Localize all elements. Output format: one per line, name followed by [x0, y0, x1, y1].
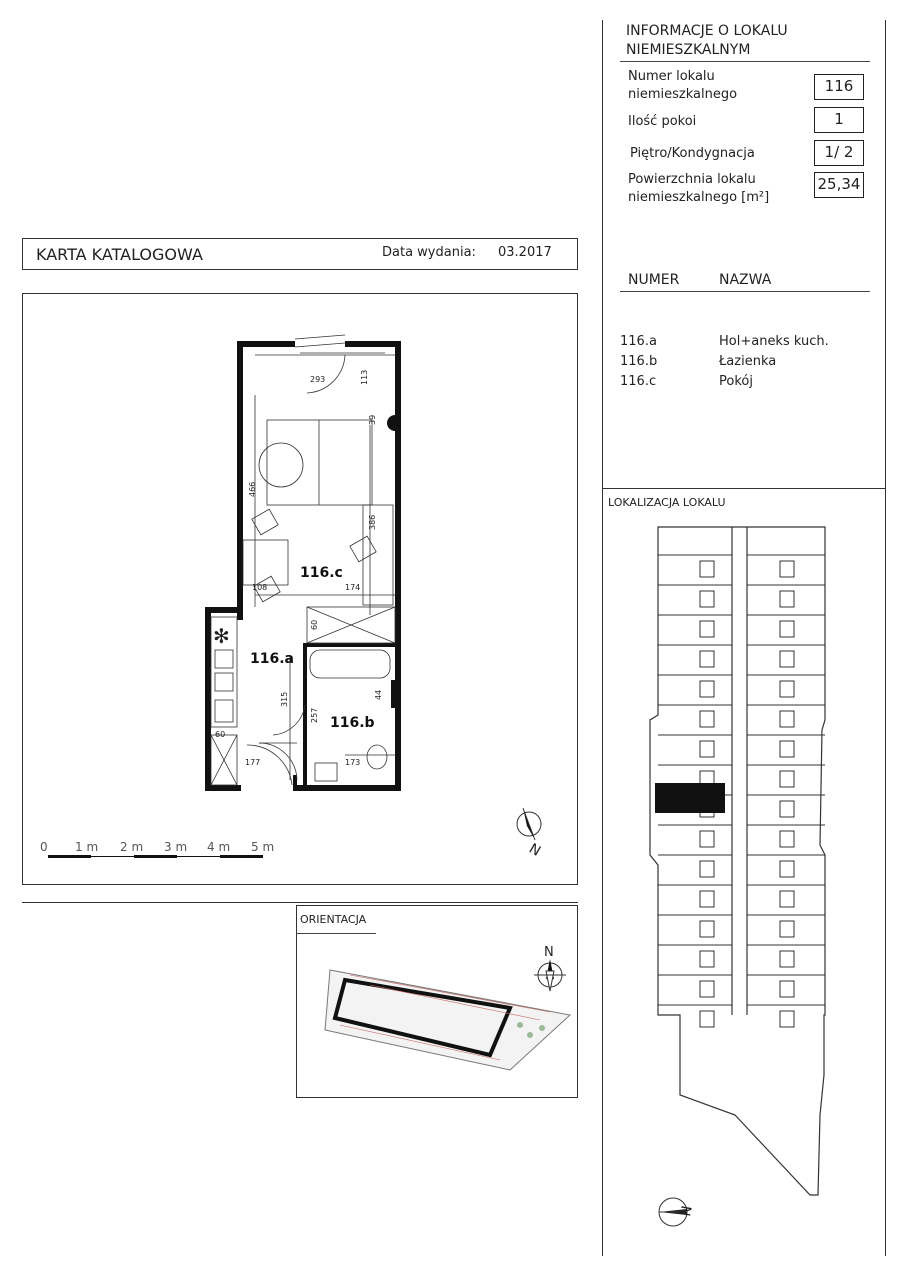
dim-315: 315 — [280, 691, 289, 707]
unit-bathroom — [780, 891, 794, 907]
plan-bottom-line — [22, 902, 578, 903]
room-row-nazwa: Pokój — [719, 374, 753, 389]
scale-label-4: 4 m — [207, 840, 231, 854]
room-row-numer: 116.b — [620, 354, 658, 369]
info-label-numer-2: niemieszkalnego — [628, 87, 738, 102]
info-label-powierzchnia-1: Powierzchnia lokalu — [628, 172, 756, 187]
rooms-col-nazwa: NAZWA — [719, 272, 772, 288]
info-label-pietro: Piętro/Kondygnacja — [630, 146, 755, 161]
scale-label-0: 0 — [40, 840, 48, 854]
scale-segment — [91, 856, 134, 857]
unit-bathroom — [780, 801, 794, 817]
dim-44: 44 — [374, 689, 383, 700]
orientation-title: ORIENTACJA — [300, 913, 367, 926]
header-date-label: Data wydania: — [382, 245, 476, 260]
dim-386: 386 — [368, 514, 377, 530]
dim-177: 177 — [245, 758, 261, 767]
dim-293: 293 — [310, 375, 326, 384]
info-value-pietro: 1/ 2 — [814, 140, 864, 166]
room-row-numer: 116.c — [620, 374, 657, 389]
location-compass-letter: N — [678, 1204, 696, 1218]
header-title: KARTA KATALOGOWA — [36, 245, 203, 264]
dim-173: 173 — [345, 758, 361, 767]
info-title-line2: NIEMIESZKALNYM — [626, 42, 751, 58]
rooms-col-numer: NUMER — [628, 272, 680, 288]
unit-bathroom — [780, 681, 794, 697]
unit-bathroom — [700, 711, 714, 727]
dim-174: 174 — [345, 583, 361, 592]
room-row-nazwa: Łazienka — [719, 354, 777, 369]
unit-bathroom — [700, 861, 714, 877]
fridge-icon: ✻ — [213, 624, 230, 648]
info-value-pokoje: 1 — [814, 107, 864, 133]
dim-257: 257 — [310, 707, 319, 723]
dim-113: 113 — [360, 369, 369, 385]
unit-bathroom — [780, 741, 794, 757]
unit-bathroom — [700, 741, 714, 757]
dim-60b: 60 — [215, 730, 226, 739]
scale-segment — [134, 855, 177, 858]
header-date-value: 03.2017 — [498, 245, 552, 260]
info-value-numer: 116 — [814, 74, 864, 100]
unit-bathroom — [700, 561, 714, 577]
building-location-plan — [640, 515, 840, 1235]
unit-bathroom — [780, 951, 794, 967]
room-row-numer: 116.a — [620, 334, 657, 349]
scale-label-2: 2 m — [120, 840, 144, 854]
unit-bathroom — [700, 921, 714, 937]
unit-bathroom — [780, 621, 794, 637]
dim-60a: 60 — [310, 619, 319, 630]
info-title-divider — [620, 61, 870, 62]
unit-bathroom — [780, 921, 794, 937]
dim-108: 108 — [252, 583, 268, 592]
unit-bathroom — [780, 831, 794, 847]
scale-label-5: 5 m — [251, 840, 275, 854]
unit-bathroom — [700, 951, 714, 967]
scale-label-3: 3 m — [164, 840, 188, 854]
unit-bathroom — [700, 681, 714, 697]
unit-bathroom — [780, 981, 794, 997]
orientation-site-plan — [310, 940, 575, 1090]
info-title-line1: INFORMACJE O LOKALU — [626, 23, 788, 39]
info-value-powierzchnia: 25,34 — [814, 172, 864, 198]
scale-segment — [48, 855, 91, 858]
unit-bathroom — [780, 1011, 794, 1027]
unit-bathroom — [780, 651, 794, 667]
unit-bathroom — [780, 711, 794, 727]
dim-466: 466 — [248, 481, 257, 497]
room-label-116a: 116.a — [250, 651, 294, 667]
rooms-header-divider — [620, 291, 870, 292]
plan-compass-icon — [505, 800, 555, 860]
location-divider — [602, 488, 885, 489]
scale-segment — [177, 856, 220, 857]
unit-bathroom — [700, 981, 714, 997]
unit-bathroom — [700, 651, 714, 667]
info-label-numer-1: Numer lokalu — [628, 69, 715, 84]
unit-bathroom — [700, 1011, 714, 1027]
unit-bathroom — [700, 621, 714, 637]
room-row-nazwa: Hol+aneks kuch. — [719, 334, 829, 349]
scale-label-1: 1 m — [75, 840, 99, 854]
orientation-compass-icon — [534, 959, 566, 991]
highlighted-unit — [655, 783, 725, 813]
scale-bar — [40, 840, 300, 860]
plan-compass-letter: N — [527, 838, 545, 858]
orientation-title-divider — [296, 933, 376, 934]
room-label-116b: 116.b — [330, 715, 375, 731]
orientation-compass-letter: N — [544, 945, 554, 960]
floor-plan — [195, 325, 415, 795]
unit-bathroom — [780, 771, 794, 787]
info-label-pokoje: Ilość pokoi — [628, 114, 697, 129]
scale-segment — [220, 855, 263, 858]
info-label-powierzchnia-2: niemieszkalnego [m²] — [628, 190, 770, 205]
unit-bathroom — [700, 591, 714, 607]
location-title: LOKALIZACJA LOKALU — [608, 496, 726, 509]
unit-bathroom — [700, 831, 714, 847]
unit-bathroom — [780, 561, 794, 577]
room-label-116c: 116.c — [300, 565, 343, 581]
unit-bathroom — [780, 861, 794, 877]
dim-39: 39 — [368, 414, 377, 425]
unit-bathroom — [780, 591, 794, 607]
unit-bathroom — [700, 891, 714, 907]
